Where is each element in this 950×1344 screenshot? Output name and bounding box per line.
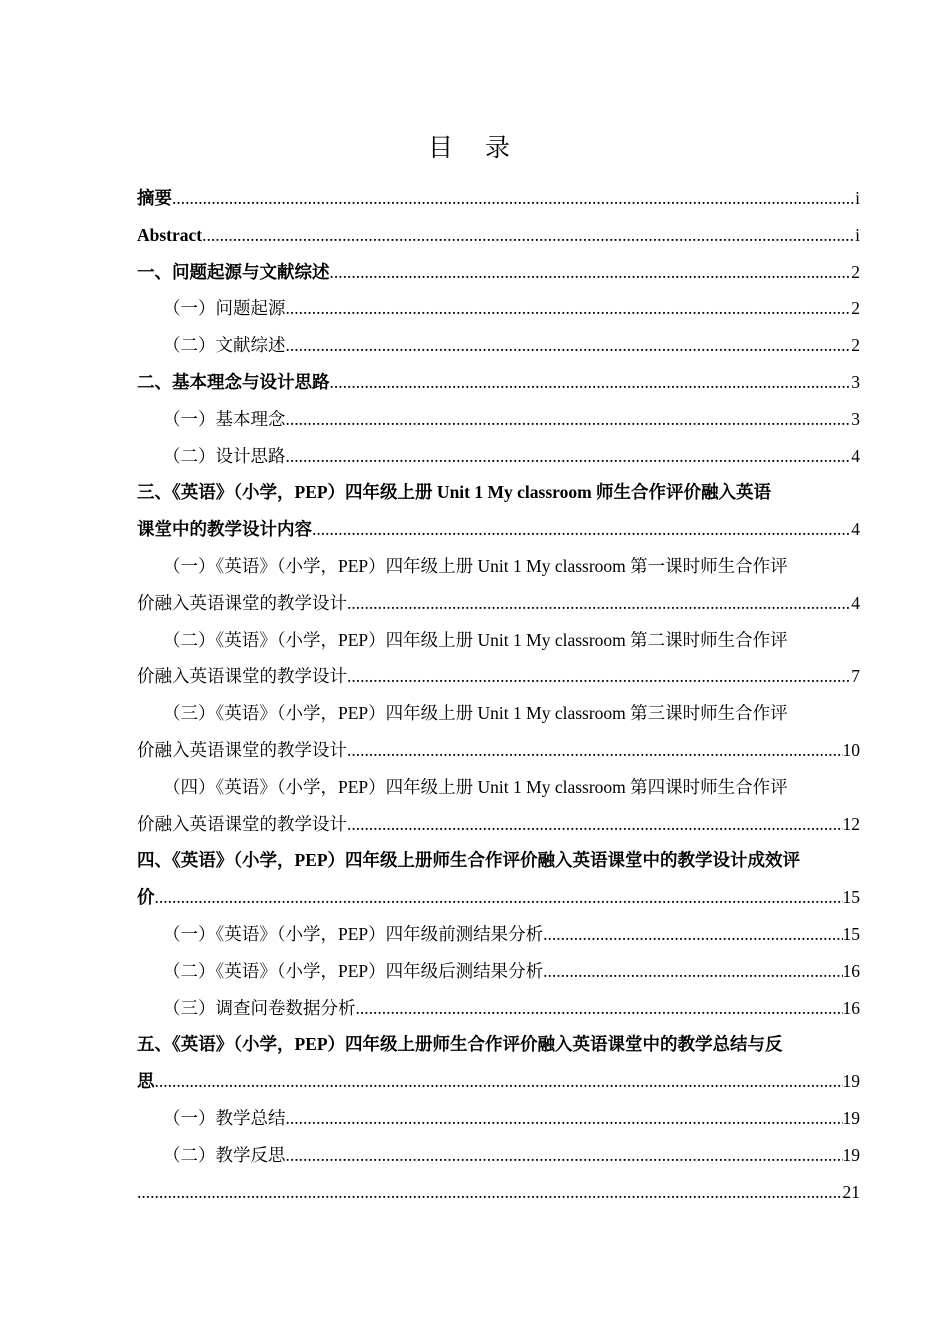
toc-entry[interactable] [137,953,860,990]
toc-entry[interactable] [137,438,860,475]
toc-page-number: 19 [842,1107,860,1128]
toc-page-number: 3 [851,408,860,429]
toc-leader [347,658,851,695]
toc-entry-text: 五、《英语》（小学，PEP）四年级上册师生合作评价融入英语课堂中的教学总结与反 [137,1034,783,1055]
toc-page-number: 4 [851,445,860,466]
toc-entry-text: Abstract [137,224,203,245]
toc-entry-text: 摘要 [137,188,172,208]
toc-entry-text: （二）《英语》（小学，PEP）四年级后测结果分析 [163,960,544,981]
toc-page-number: 4 [851,519,860,540]
toc-entry-line1[interactable] [137,695,860,732]
toc-entry-line1[interactable] [137,842,860,879]
toc-leader [286,1100,843,1137]
toc-entry-text: 二、基本理念与设计思路 [137,371,330,392]
toc-entry-line1[interactable] [137,1026,860,1063]
toc-entry-line2[interactable] [137,511,860,548]
toc-leader [286,290,852,327]
toc-entry[interactable] [137,1100,860,1137]
toc-entry[interactable] [137,254,860,291]
toc-entry-text: （三）调查问卷数据分析 [163,997,356,1018]
toc-page-number: 19 [842,1144,860,1165]
toc-leader [543,916,842,953]
toc-leader [202,217,855,254]
toc-entry[interactable] [137,1174,860,1211]
toc-entry-text: （一）教学总结 [163,1107,286,1128]
toc-page-number: 2 [851,335,860,356]
toc-page-number: 2 [851,261,860,282]
toc-page-number: i [855,188,860,208]
toc-entry-text: 价融入英语课堂的教学设计 [137,739,347,760]
toc-entry-line2[interactable] [137,1063,860,1100]
toc-entry-text: 价融入英语课堂的教学设计 [137,592,347,613]
toc-leader [347,585,851,622]
toc-entry-line1[interactable] [137,769,860,806]
toc-entry-text: （三）《英语》（小学，PEP）四年级上册 Unit 1 My classroom 第三课时师生合作评 [163,703,788,724]
toc-entry-text: （一）《英语》（小学，PEP）四年级前测结果分析 [163,923,544,944]
toc-entry[interactable] [137,990,860,1027]
toc-entry[interactable] [137,180,860,217]
toc-entry-text: 价 [137,887,155,908]
toc-page-number: 7 [851,666,860,687]
toc-entry-line2[interactable] [137,806,860,843]
toc-page-number: 16 [842,960,860,981]
toc-leader [543,953,842,990]
toc-entry-text: （一）问题起源 [163,298,286,319]
toc-entry-text: （一）基本理念 [163,408,286,429]
toc-entry-line1[interactable] [137,548,860,585]
toc-page-number: 16 [842,997,860,1018]
toc-leader [155,1063,843,1100]
toc-entry[interactable] [137,916,860,953]
toc-leader [286,327,852,364]
toc-title: 目 录 [428,133,522,162]
toc-entry-line2[interactable] [137,732,860,769]
toc-entry[interactable] [137,1137,860,1174]
toc-entry-text: 价融入英语课堂的教学设计 [137,666,347,687]
toc-page-number: 15 [842,923,860,944]
toc-entry[interactable] [137,401,860,438]
toc-leader [330,364,852,401]
toc-page-number: 4 [851,592,860,613]
toc-entry-line2[interactable] [137,585,860,622]
toc-page-number: i [855,224,860,245]
toc-entry-text: （二）教学反思 [163,1144,286,1165]
toc-entry-text: （二）文献综述 [163,335,286,356]
toc-leader [286,1137,843,1174]
toc-entry[interactable] [137,217,860,254]
toc-entry[interactable] [137,290,860,327]
toc-entry-text: （二）设计思路 [163,445,286,466]
toc-entry-text: 三、《英语》（小学，PEP）四年级上册 Unit 1 My classroom 师生合作评价融入英语 [137,482,772,503]
toc-leader [330,254,852,291]
toc-leader [137,1174,843,1211]
toc-page-number: 19 [842,1071,860,1092]
toc-leader [356,990,843,1027]
toc-page-number: 15 [842,887,860,908]
toc-entry[interactable] [137,364,860,401]
toc-leader [286,438,852,475]
toc-leader [286,401,852,438]
toc-entry-text: 一、问题起源与文献综述 [137,261,330,282]
toc-entry-text: （二）《英语》（小学，PEP）四年级上册 Unit 1 My classroom 第二课时师生合作评 [163,629,788,650]
toc-page-number: 2 [851,298,860,319]
toc-entry-line1[interactable] [137,474,860,511]
toc-leader [172,180,855,217]
toc-list [137,180,860,1210]
toc-entry-text: （一）《英语》（小学，PEP）四年级上册 Unit 1 My classroom 第一课时师生合作评 [163,555,788,576]
toc-entry-text: 课堂中的教学设计内容 [137,519,312,540]
toc-leader [347,732,843,769]
toc-entry-line2[interactable] [137,879,860,916]
toc-entry-line2[interactable] [137,658,860,695]
toc-page-number: 3 [851,371,860,392]
toc-entry[interactable] [137,327,860,364]
toc-entry-text: 思 [137,1071,155,1092]
toc-leader [312,511,851,548]
toc-entry-text: （四）《英语》（小学，PEP）四年级上册 Unit 1 My classroom 第四课时师生合作评 [163,776,788,797]
toc-entry-line1[interactable] [137,622,860,659]
toc-entry-text: 四、《英语》（小学，PEP）四年级上册师生合作评价融入英语课堂中的教学设计成效评 [137,850,801,871]
toc-leader [347,806,843,843]
toc-entry-text: 价融入英语课堂的教学设计 [137,813,347,834]
toc-page-number: 12 [842,813,860,834]
toc-page-number: 21 [842,1181,860,1202]
toc-leader [155,879,843,916]
toc-page-number: 10 [842,739,860,760]
